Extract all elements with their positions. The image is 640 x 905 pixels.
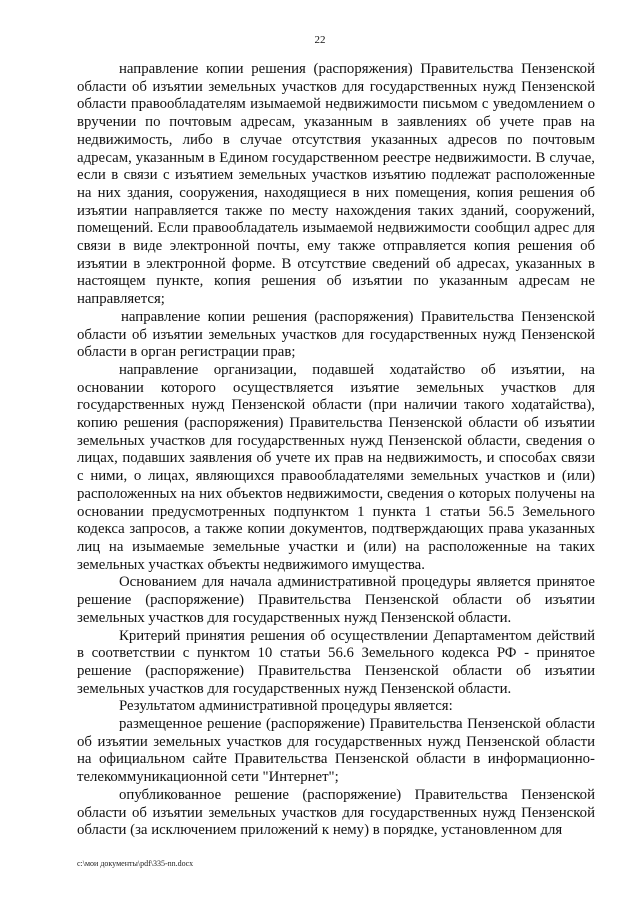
paragraph-result-published: опубликованное решение (распоряжение) Правительства Пензенской области об изъятии земельных участков для государственных нужд Пензенской области (за исключением приложений к нему) в порядке, установленном для [77, 786, 595, 839]
paragraph-decision-criterion: Критерий принятия решения об осуществлении Департаментом действий в соответствии с пунктом 10 статьи 56.6 Земельного кодекса РФ - принятое решение (распоряжение) Правительства Пензенской области об изъятии земельных участков для государственных нужд Пензенской области. [77, 627, 595, 697]
paragraph-result-posted: размещенное решение (распоряжение) Правительства Пензенской области об изъятии земельных участков для государственных нужд Пензенской области на официальном сайте Правительства Пензенской области в информационно-телекоммуникационной сети "Интернет"; [77, 716, 595, 786]
paragraph-procedure-basis: Основанием для начала административной процедуры является принятое решение (распоряжение) Правительства Пензенской области об изъятии земельных участков для государственных нужд Пензенской области. [77, 574, 595, 626]
paragraph-send-copy-to-owners: направление копии решения (распоряжения) Правительства Пензенской области об изъятии земельных участков для государственных нужд Пензенской области правообладателям изымаемой недвижимости письмом с уведомлением о вручении по почтовым адресам, указанным в заявлениях об учете прав на недвижимость, либо в случае отсутствия указанных адресов по почтовым адресам, указанным в Едином государственном реестре недвижимости. В случае, если в связи с изъятием земельных участков изъятию подлежат расположенные на них здания, сооружения, находящиеся в них помещения, копия решения об изъятии направляется также по месту нахождения таких зданий, сооружений, помещений. Если правообладатель изымаемой недвижимости сообщил адрес для связи в виде электронной почты, ему также отправляется копия решения об изъятии в электронной форме. В отсутствие сведений об адресах, указанных в настоящем пункте, копия решения об изъятии по указанным адресам не направляется; [77, 61, 595, 308]
document-body [77, 61, 595, 840]
page-number: 22 [314, 34, 326, 46]
paragraph-send-copy-to-registry: направление копии решения (распоряжения) Правительства Пензенской области об изъятии земельных участков для государственных нужд Пензенской области в орган регистрации прав; [77, 308, 595, 361]
paragraph-send-copy-to-organization: направление организации, подавшей ходатайство об изъятии, на основании которого осуществляется изъятие земельных участков для государственных нужд Пензенской области (при наличии такого ходатайства), копию решения (распоряжения) Правительства Пензенской области об изъятии земельных участков для государственных нужд Пензенской области, сведения о лицах, подавших заявления об учете их прав на недвижимость, и способах связи с ними, о лицах, являющихся правообладателями земельных участков и (или) расположенных на них объектов недвижимости, сведения о которых получены на основании предусмотренных подпунктом 1 пункта 1 статьи 56.5 Земельного кодекса запросов, а также копии документов, подтверждающих права указанных лиц на изымаемые земельные участки и (или) на расположенные на таких земельных участках объекты недвижимого имущества. [77, 361, 595, 573]
paragraph-result-heading: Результатом административной процедуры является: [119, 698, 453, 715]
footer-file-path: c:\мои документы\pdf\335-nn.docx [77, 859, 194, 868]
